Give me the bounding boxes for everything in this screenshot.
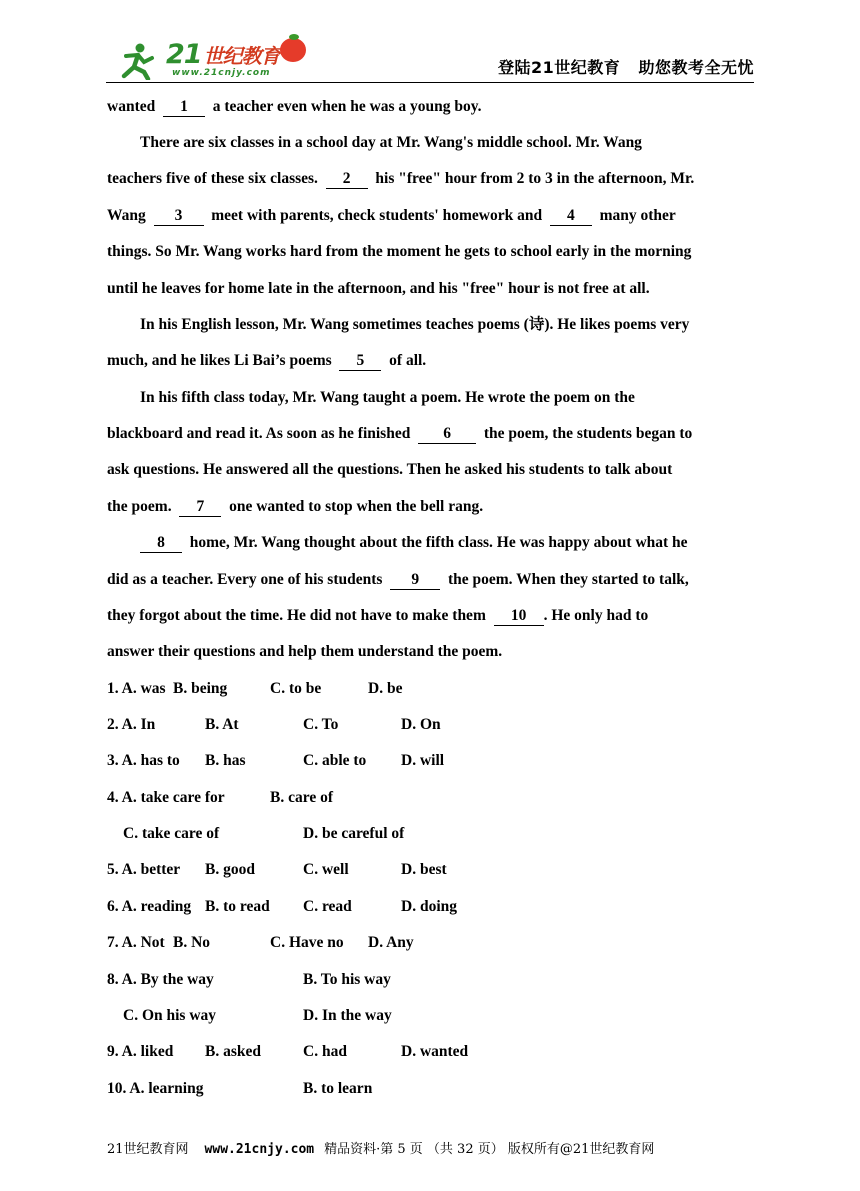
blank-1: 1 bbox=[163, 98, 205, 117]
blank-5: 5 bbox=[339, 352, 381, 371]
header-slogan: 登陆21世纪教育 助您教考全无忧 bbox=[498, 58, 754, 77]
option-4d: D. be careful of bbox=[303, 825, 405, 842]
option-9c: C. had bbox=[303, 1043, 347, 1060]
footer-info: 精品资料·第 5 页 （共 32 页） 版权所有@21世纪教育网 bbox=[324, 1142, 655, 1157]
page-header bbox=[106, 36, 754, 83]
option-3d: D. will bbox=[401, 752, 445, 769]
passage-line: answer their questions and help them understand the poem. bbox=[107, 643, 503, 660]
page-footer bbox=[107, 1138, 757, 1157]
option-6c: C. read bbox=[303, 898, 352, 915]
option-8d: D. In the way bbox=[303, 1007, 392, 1024]
passage-line: things. So Mr. Wang works hard from the moment he gets to school early in the morning bbox=[107, 243, 692, 260]
passage-line: until he leaves for home late in the afternoon, and his "free" hour is not free at all. bbox=[107, 280, 650, 297]
blank-7: 7 bbox=[179, 498, 221, 517]
passage-line: teachers five of these six classes. 2 his "free" hour from 2 to 3 in the afternoon, Mr. bbox=[107, 170, 695, 187]
option-7d: D. Any bbox=[368, 934, 414, 951]
option-3c: C. able to bbox=[303, 752, 367, 769]
blank-4: 4 bbox=[550, 207, 592, 226]
option-8a: 8. A. By the way bbox=[107, 971, 214, 988]
option-10b: B. to learn bbox=[303, 1080, 373, 1097]
option-9b: B. asked bbox=[205, 1043, 261, 1060]
passage-line: In his English lesson, Mr. Wang sometimes teaches poems (诗). He likes poems very bbox=[140, 316, 690, 333]
option-6b: B. to read bbox=[205, 898, 270, 915]
option-2a: 2. A. In bbox=[107, 716, 156, 733]
tomato-icon bbox=[280, 38, 306, 62]
option-5a: 5. A. better bbox=[107, 861, 181, 878]
option-8c: C. On his way bbox=[123, 1007, 217, 1024]
passage-line: the poem. 7 one wanted to stop when the bell rang. bbox=[107, 498, 484, 515]
footer-url[interactable]: www.21cnjy.com bbox=[204, 1142, 315, 1157]
passage-line: did as a teacher. Every one of his students 9 the poem. When they started to talk, bbox=[107, 571, 689, 588]
passage-line: blackboard and read it. As soon as he finished 6 the poem, the students began to bbox=[107, 425, 693, 442]
option-1d: D. be bbox=[368, 680, 403, 697]
passage-line: In his fifth class today, Mr. Wang taught a poem. He wrote the poem on the bbox=[140, 389, 635, 406]
blank-9: 9 bbox=[390, 571, 440, 590]
passage-line: much, and he likes Li Bai’s poems 5 of all. bbox=[107, 352, 427, 369]
passage-line: 8 home, Mr. Wang thought about the fifth class. He was happy about what he bbox=[140, 532, 688, 554]
blank-2: 2 bbox=[326, 170, 368, 189]
option-10a: 10. A. learning bbox=[107, 1080, 204, 1097]
passage-line: wanted 1 a teacher even when he was a young boy. bbox=[107, 98, 482, 115]
option-7b: B. No bbox=[173, 934, 211, 951]
option-2d: D. On bbox=[401, 716, 441, 733]
option-1a: 1. A. was bbox=[107, 680, 166, 697]
option-3a: 3. A. has to bbox=[107, 752, 180, 769]
option-4c: C. take care of bbox=[123, 825, 220, 842]
site-logo bbox=[114, 36, 314, 80]
logo-wordmark: 21 世纪教育 bbox=[166, 39, 280, 70]
option-1b: B. being bbox=[173, 680, 228, 697]
option-7a: 7. A. Not bbox=[107, 934, 165, 951]
runner-figure-icon bbox=[118, 42, 158, 80]
option-8b: B. To his way bbox=[303, 971, 391, 988]
option-5b: B. good bbox=[205, 861, 255, 878]
option-7c: C. Have no bbox=[270, 934, 344, 951]
option-1c: C. to be bbox=[270, 680, 322, 697]
passage-line: Wang 3 meet with parents, check students' homework and 4 many other bbox=[107, 207, 676, 224]
option-6a: 6. A. reading bbox=[107, 898, 192, 915]
logo-url: www.21cnjy.com bbox=[172, 68, 271, 78]
option-5d: D. best bbox=[401, 861, 447, 878]
blank-10: 10 bbox=[494, 607, 544, 626]
option-4a: 4. A. take care for bbox=[107, 789, 225, 806]
option-5c: C. well bbox=[303, 861, 349, 878]
footer-site: 21世纪教育网 bbox=[107, 1142, 189, 1157]
passage-line: There are six classes in a school day at Mr. Wang's middle school. Mr. Wang bbox=[140, 134, 642, 151]
option-2b: B. At bbox=[205, 716, 239, 733]
leaf-icon bbox=[289, 34, 299, 40]
blank-8: 8 bbox=[140, 534, 182, 553]
blank-6: 6 bbox=[418, 425, 476, 444]
passage-line: ask questions. He answered all the questions. Then he asked his students to talk about bbox=[107, 461, 673, 478]
passage-line: they forgot about the time. He did not have to make them 10 . He only had to bbox=[107, 607, 649, 624]
option-3b: B. has bbox=[205, 752, 246, 769]
option-9a: 9. A. liked bbox=[107, 1043, 174, 1060]
option-9d: D. wanted bbox=[401, 1043, 469, 1060]
option-6d: D. doing bbox=[401, 898, 457, 915]
blank-3: 3 bbox=[154, 207, 204, 226]
option-2c: C. To bbox=[303, 716, 339, 733]
option-4b: B. care of bbox=[270, 789, 333, 806]
